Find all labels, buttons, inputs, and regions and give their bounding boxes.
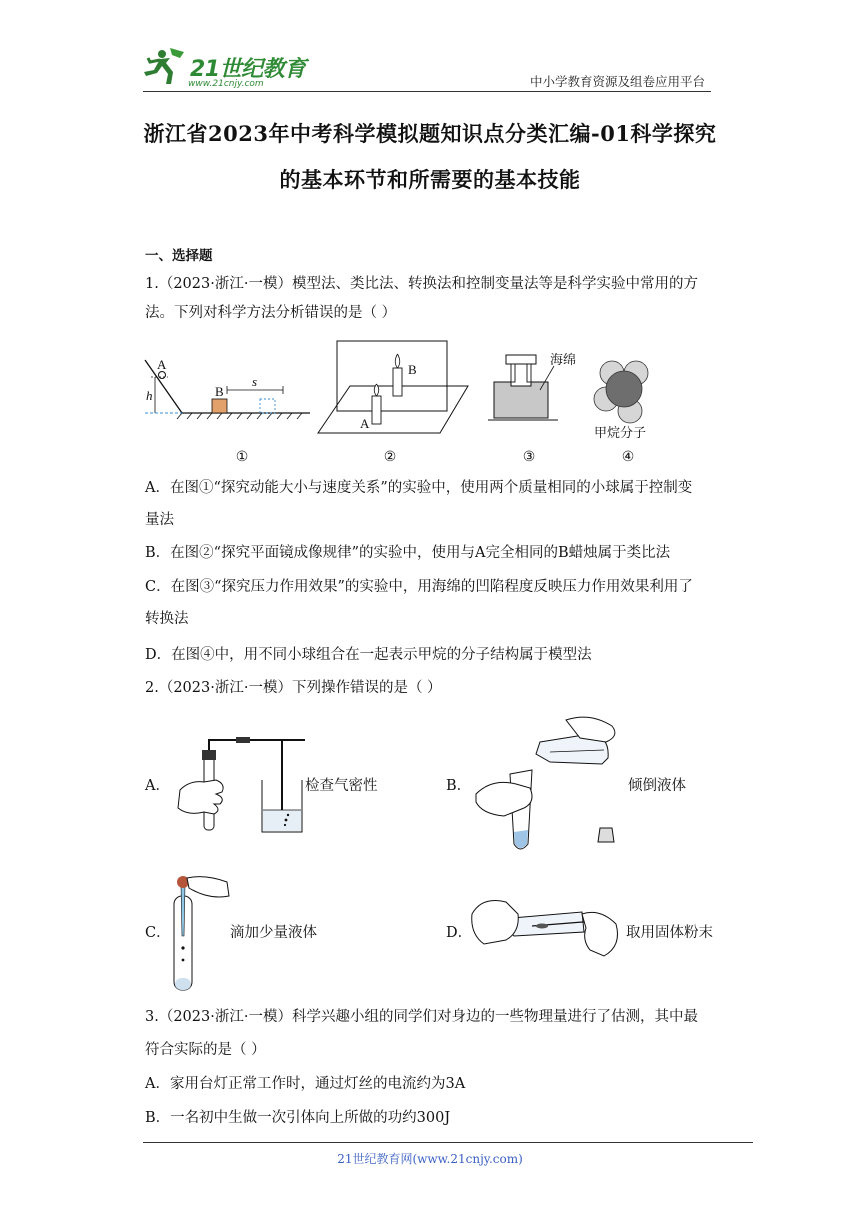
q2-stem: 2.（2023·浙江·一模）下列操作错误的是（ ）: [145, 680, 442, 696]
figure-number-2: ②: [383, 449, 397, 465]
q1-stem-line2: 法。下列对科学方法分析错误的是（ ）: [145, 305, 397, 321]
fig1-label-h: h: [146, 388, 153, 403]
fig2-label-b: B: [408, 362, 417, 377]
figure-pressure-experiment: [488, 348, 588, 428]
q1-option-c-line1: C．在图③“探究压力作用效果”的实验中，用海绵的凹陷程度反映压力作用效果利用了: [145, 579, 693, 595]
logo-runner-icon: [140, 46, 192, 86]
q2-option-a-caption: 检查气密性: [305, 778, 378, 794]
q2-option-a-letter: A．: [145, 778, 170, 794]
q2-option-d-letter: D．: [446, 925, 473, 941]
document-title-line2: 的基本环节和所需要的基本技能: [279, 167, 581, 192]
q1-option-c-line2: 转换法: [145, 611, 189, 627]
document-title-line1: 浙江省2023年中考科学模拟题知识点分类汇编-01科学探究: [143, 121, 717, 146]
figure-drop-liquid: [165, 870, 235, 994]
fig4-caption: 甲烷分子: [594, 425, 647, 440]
figure-plane-mirror-experiment: [315, 338, 470, 438]
logo-url: www.21cnjy.com: [188, 79, 264, 89]
q1-option-a-line1: A．在图①“探究动能大小与速度关系”的实验中，使用两个质量相同的小球属于控制变: [145, 480, 693, 496]
platform-name: 中小学教育资源及组卷应用平台: [530, 74, 706, 89]
q1-option-b: B．在图②“探究平面镜成像规律”的实验中，使用与A完全相同的B蜡烛属于类比法: [145, 545, 671, 561]
q3-stem-line2: 符合实际的是（ ）: [145, 1042, 266, 1058]
q3-option-a: A．家用台灯正常工作时，通过灯丝的电流约为3A: [145, 1076, 466, 1092]
q1-option-a-line2: 量法: [145, 512, 174, 528]
q3-stem-line1: 3.（2023·浙江·一模）科学兴趣小组的同学们对身边的一些物理量进行了估测，其中最: [145, 1009, 698, 1025]
q2-option-c-letter: C．: [145, 925, 171, 941]
figure-take-powder: [470, 884, 625, 974]
q2-option-b-letter: B．: [446, 778, 472, 794]
fig1-label-b: B: [215, 384, 224, 399]
header: [0, 0, 860, 100]
figure-methane-molecule: [588, 355, 658, 445]
q2-option-b-caption: 倾倒液体: [628, 778, 686, 794]
fig3-label-sponge: 海绵: [550, 352, 577, 367]
q3-option-b: B．一名初中生做一次引体向上所做的功约300J: [145, 1110, 451, 1126]
header-divider: [143, 91, 711, 92]
logo-main: 21世纪教育: [190, 57, 306, 82]
figure-number-3: ③: [522, 449, 536, 465]
fig1-label-s: s: [252, 374, 258, 389]
figure-pour-liquid: [470, 712, 630, 857]
q1-option-d: D．在图④中，用不同小球组合在一起表示甲烷的分子结构属于模型法: [145, 647, 592, 663]
footer-divider: [143, 1142, 753, 1143]
figure-airtightness-check: [170, 730, 305, 838]
section-heading: 一、选择题: [145, 248, 213, 264]
fig2-label-a: A: [360, 416, 370, 431]
figure-incline-experiment: [140, 355, 315, 425]
figure-number-1: ①: [235, 449, 249, 465]
q2-option-d-caption: 取用固体粉末: [626, 925, 713, 941]
q2-option-c-caption: 滴加少量液体: [230, 925, 317, 941]
fig1-label-a: A: [157, 357, 167, 372]
q1-stem-line1: 1.（2023·浙江·一模）模型法、类比法、转换法和控制变量法等是科学实验中常用的方: [145, 276, 698, 292]
footer-link[interactable]: 21世纪教育网(www.21cnjy.com): [337, 1152, 523, 1166]
figure-number-4: ④: [621, 449, 635, 465]
